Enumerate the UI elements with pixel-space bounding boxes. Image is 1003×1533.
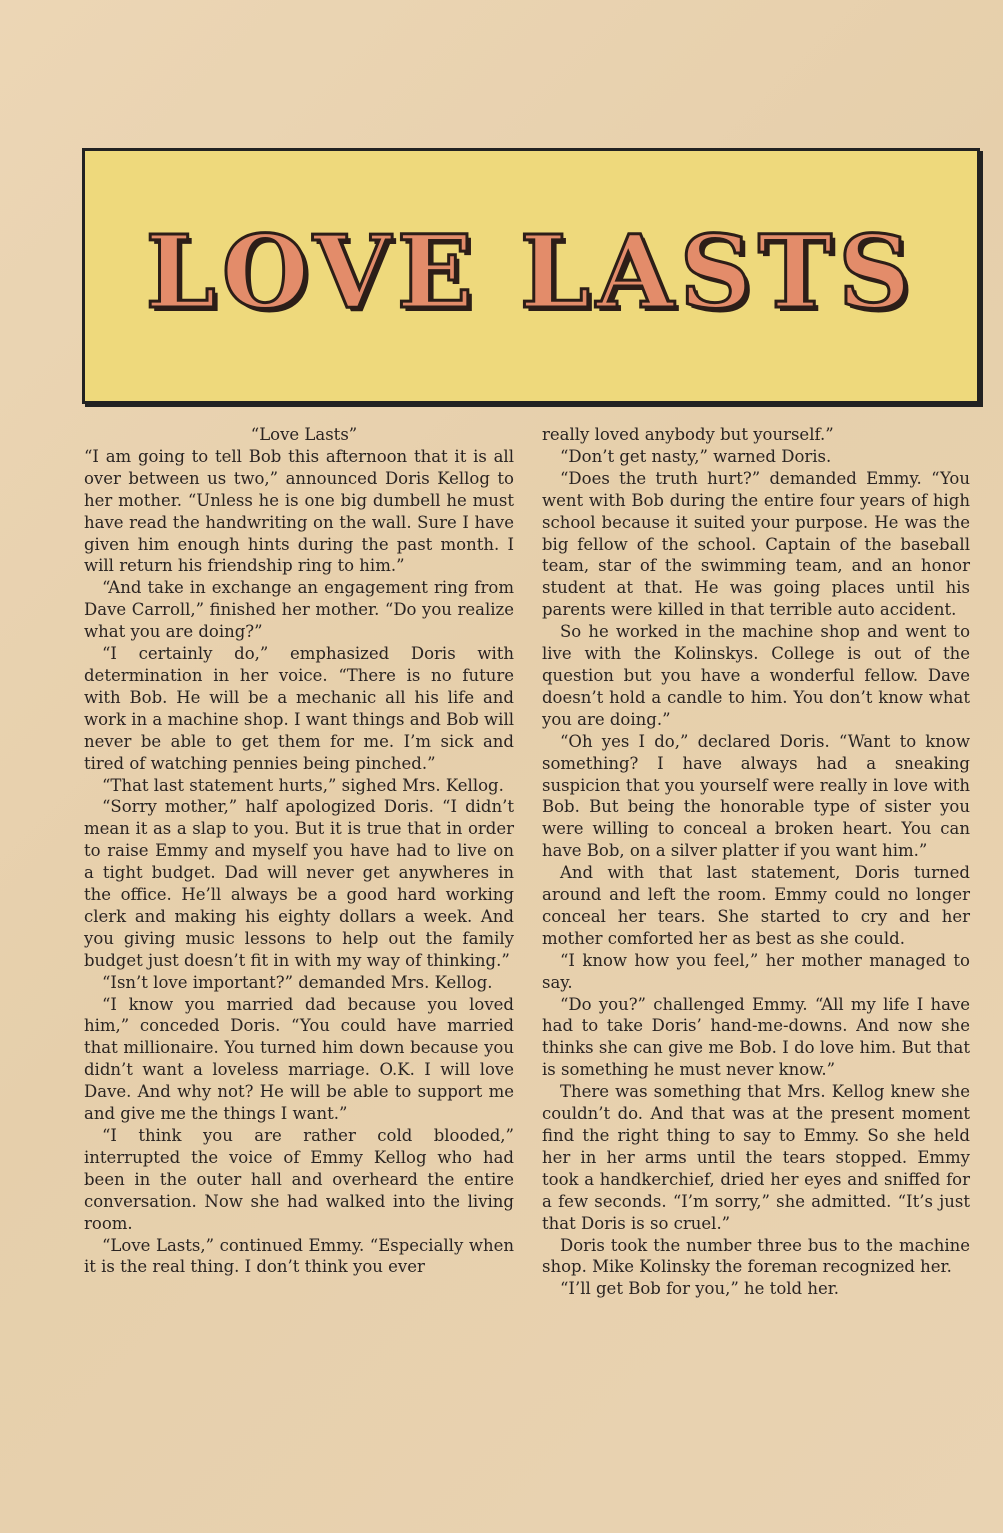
left-text-column [84, 424, 514, 1278]
paragraph: “That last statement hurts,” sighed Mrs. Kellog. [102, 775, 504, 795]
paragraph: “I know you married dad because you loved him,” conceded Doris. “You could have married that millionaire. You turned him down because you didn’t want a loveless marriage. O.K. I will love Dave. And why not? He will be able to support me and give me the things I want.” [84, 994, 514, 1124]
paragraph: “Love Lasts,” continued Emmy. “Especially when it is the real thing. I don’t think you ever [84, 1235, 514, 1277]
paragraph: “And take in exchange an engagement ring from Dave Carroll,” finished her mother. “Do you realize what you are doing?” [84, 578, 514, 642]
story-heading: “Love Lasts” [250, 425, 358, 444]
paragraph: And with that last statement, Doris turned around and left the room. Emmy could no longer conceal her tears. She started to cry and her mother comforted her as best as she could. [542, 863, 970, 948]
paragraph: “Isn’t love important?” demanded Mrs. Kellog. [102, 972, 493, 992]
paragraph: “Don’t get nasty,” warned Doris. [560, 446, 832, 466]
title-banner [82, 148, 980, 404]
paragraph: “I am going to tell Bob this afternoon that it is all over between us two,” announced Doris Kellog to her mother. “Unless he is one big dumbell he must have read the handwriting on the wall. Sure I have given him enough hints during the past month. I will return his friendship ring to him.” [84, 446, 514, 576]
paragraph: There was something that Mrs. Kellog knew she couldn’t do. And that was at the present moment find the right thing to say to Emmy. So she held her in her arms until the tears stopped. Emmy took a handkerchief, dried her eyes and sniffed for a few seconds. “I’m sorry,” she admitted. “It’s just that Doris is so cruel.” [542, 1082, 970, 1233]
paragraph: “Does the truth hurt?” demanded Emmy. “You went with Bob during the entire four years of high school because it suited your purpose. He was the big fellow of the school. Captain of the baseball team, star of the swimming team, and an honor student at that. He was going places until his parents were killed in that terrible auto accident. [542, 468, 970, 620]
paragraph: really loved anybody but yourself.” [542, 425, 834, 444]
right-text-column [542, 424, 970, 1300]
paragraph: “I know how you feel,” her mother managed to say. [542, 950, 970, 992]
story-title-logo: LOVE LASTS [145, 213, 917, 331]
paragraph: “Oh yes I do,” declared Doris. “Want to know something? I have always had a sneaking suspicion that you yourself were really in love with Bob. But being the honorable type of sister you were willing to conceal a broken heart. You can have Bob, on a silver platter if you want him.” [542, 731, 970, 861]
paragraph: “Sorry mother,” half apologized Doris. “I didn’t mean it as a slap to you. But it is true that in order to raise Emmy and myself you have had to live on a tight budget. Dad will never get anywheres in the office. He’ll always be a good hard working clerk and making his eighty dollars a week. And you giving music lessons to help out the family budget just doesn’t fit in with my way of thinking.” [84, 797, 514, 970]
paragraph: “I think you are rather cold blooded,” interrupted the voice of Emmy Kellog who had been in the outer hall and overheard the entire conversation. Now she had walked into the living room. [84, 1126, 514, 1233]
paragraph: So he worked in the machine shop and went to live with the Kolinskys. College is out of the question but you have a wonderful fellow. Dave doesn’t hold a candle to him. You don’t know what you are doing.” [542, 622, 970, 729]
paragraph: “I certainly do,” emphasized Doris with determination in her voice. “There is no future with Bob. He will be a mechanic all his life and work in a machine shop. I want things and Bob will never be able to get them for me. I’m sick and tired of watching pennies being pinched.” [84, 644, 514, 773]
paragraph: Doris took the number three bus to the machine shop. Mike Kolinsky the foreman recognized her. [542, 1235, 970, 1277]
paragraph: “I’ll get Bob for you,” he told her. [560, 1279, 840, 1299]
paragraph: “Do you?” challenged Emmy. “All my life I have had to take Doris’ hand-me-downs. And now she thinks she can give me Bob. I do love him. But that is something he must never know.” [542, 994, 970, 1080]
